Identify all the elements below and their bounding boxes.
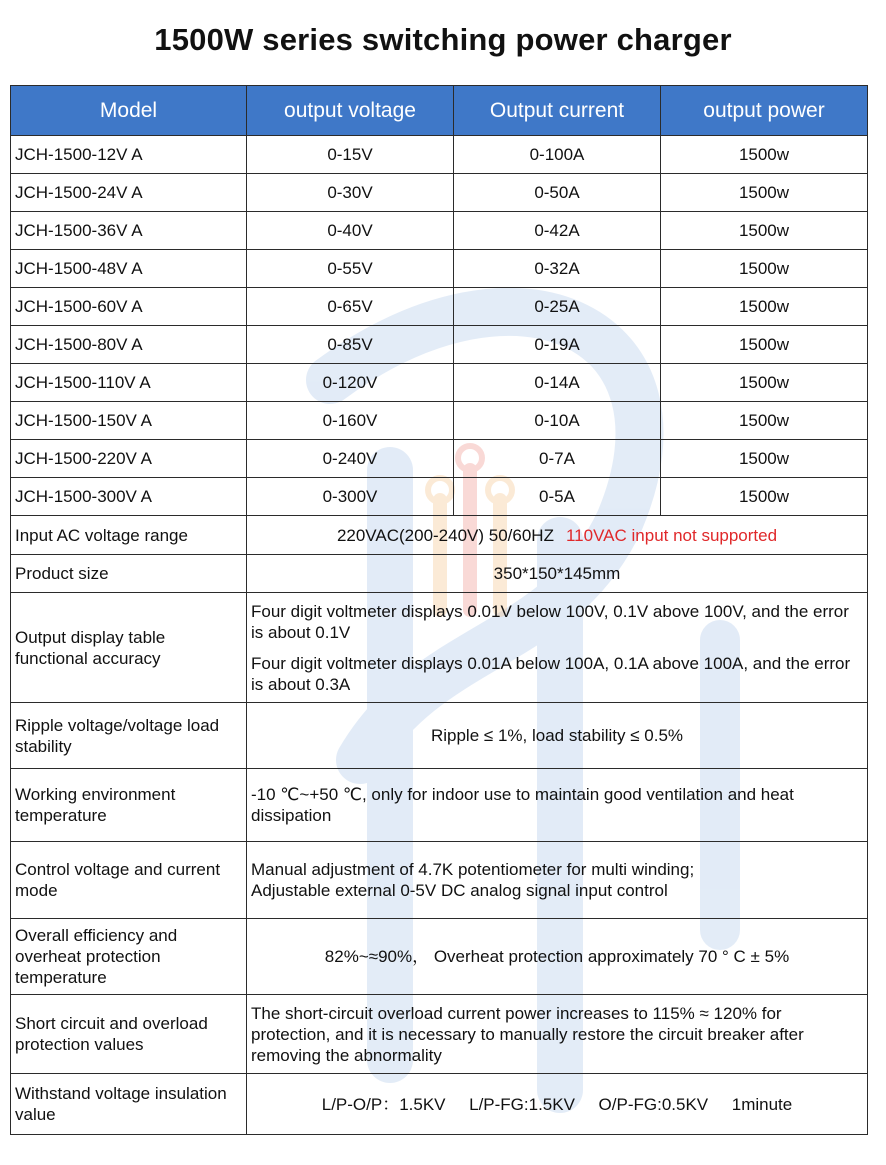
spec-row-ripple — [11, 703, 868, 769]
spec-row-display — [11, 593, 868, 703]
display-current-text: Four digit voltmeter displays 0.01A below 100A, 0.1A above 100A, and the error is about 0.3A — [251, 653, 851, 694]
model-cell: JCH-1500-220V A — [11, 440, 247, 478]
current-cell: 0-5A — [454, 478, 661, 516]
power-cell: 1500w — [661, 364, 868, 402]
table-row — [11, 364, 868, 402]
model-cell: JCH-1500-48V A — [11, 250, 247, 288]
header-output-voltage: output voltage — [247, 86, 454, 136]
voltage-cell: 0-15V — [247, 136, 454, 174]
spec-value: 82%~≈90%， Overheat protection approximately 70 ° C ± 5% — [247, 919, 868, 995]
spec-row-withstand — [11, 1074, 868, 1135]
voltage-cell: 0-300V — [247, 478, 454, 516]
table-row — [11, 326, 868, 364]
spec-label: Short circuit and overload protection values — [11, 995, 247, 1074]
power-cell: 1500w — [661, 174, 868, 212]
input-voltage-text: 220VAC(200-240V) 50/60HZ — [336, 525, 554, 545]
spec-row-short-circuit — [11, 995, 868, 1074]
table-row — [11, 136, 868, 174]
spec-label: Working environment temperature — [11, 769, 247, 842]
model-cell: JCH-1500-300V A — [11, 478, 247, 516]
spec-value — [247, 516, 868, 555]
table-row — [11, 402, 868, 440]
power-cell: 1500w — [661, 288, 868, 326]
header-output-power: output power — [661, 86, 868, 136]
power-cell: 1500w — [661, 478, 868, 516]
spec-value: The short-circuit overload current power increases to 115% ≈ 120% for protection, and it is necessary to manually restore the circuit breaker after removing the abnormality — [247, 995, 868, 1074]
current-cell: 0-7A — [454, 440, 661, 478]
spec-row-input — [11, 516, 868, 555]
spec-label: Input AC voltage range — [11, 516, 247, 555]
table-row — [11, 478, 868, 516]
power-cell: 1500w — [661, 402, 868, 440]
spec-row-size — [11, 555, 868, 593]
table-row — [11, 440, 868, 478]
model-cell: JCH-1500-80V A — [11, 326, 247, 364]
spec-label: Overall efficiency and overheat protection temperature — [11, 919, 247, 995]
voltage-cell: 0-30V — [247, 174, 454, 212]
table-row — [11, 250, 868, 288]
current-cell: 0-100A — [454, 136, 661, 174]
voltage-cell: 0-65V — [247, 288, 454, 326]
voltage-cell: 0-55V — [247, 250, 454, 288]
control-external-text: Adjustable external 0-5V DC analog signal input control — [251, 881, 668, 900]
table-row — [11, 212, 868, 250]
voltage-cell: 0-160V — [247, 402, 454, 440]
model-cell: JCH-1500-110V A — [11, 364, 247, 402]
power-cell: 1500w — [661, 326, 868, 364]
model-cell: JCH-1500-60V A — [11, 288, 247, 326]
model-cell: JCH-1500-36V A — [11, 212, 247, 250]
model-cell: JCH-1500-24V A — [11, 174, 247, 212]
current-cell: 0-50A — [454, 174, 661, 212]
spec-value: Ripple ≤ 1%, load stability ≤ 0.5% — [247, 703, 868, 769]
spec-row-environment — [11, 769, 868, 842]
power-cell: 1500w — [661, 440, 868, 478]
model-cell: JCH-1500-12V A — [11, 136, 247, 174]
spec-label: Control voltage and current mode — [11, 842, 247, 919]
current-cell: 0-42A — [454, 212, 661, 250]
spec-value — [247, 842, 868, 919]
current-cell: 0-14A — [454, 364, 661, 402]
power-cell: 1500w — [661, 136, 868, 174]
current-cell: 0-32A — [454, 250, 661, 288]
control-manual-text: Manual adjustment of 4.7K potentiometer for multi winding; — [251, 860, 695, 879]
model-cell: JCH-1500-150V A — [11, 402, 247, 440]
spec-label: Product size — [11, 555, 247, 593]
table-row — [11, 288, 868, 326]
current-cell: 0-19A — [454, 326, 661, 364]
current-cell: 0-25A — [454, 288, 661, 326]
spec-label: Ripple voltage/voltage load stability — [11, 703, 247, 769]
page-title: 1500W series switching power charger — [154, 22, 732, 57]
spec-row-control — [11, 842, 868, 919]
spec-label: Output display table functional accuracy — [11, 593, 247, 703]
spec-value: L/P-O/P：1.5KV L/P-FG:1.5KV O/P-FG:0.5KV 1minute — [247, 1074, 868, 1135]
spec-label: Withstand voltage insulation value — [11, 1074, 247, 1135]
spec-value — [247, 593, 868, 703]
spec-table — [10, 85, 868, 1135]
voltage-cell: 0-40V — [247, 212, 454, 250]
header-output-current: Output current — [454, 86, 661, 136]
voltage-cell: 0-85V — [247, 326, 454, 364]
current-cell: 0-10A — [454, 402, 661, 440]
voltage-cell: 0-120V — [247, 364, 454, 402]
table-row — [11, 174, 868, 212]
header-model: Model — [11, 86, 247, 136]
spec-value: 350*150*145mm — [247, 555, 868, 593]
input-warning-text: 110VAC input not supported — [565, 525, 778, 545]
voltage-cell: 0-240V — [247, 440, 454, 478]
power-cell: 1500w — [661, 250, 868, 288]
spec-value: -10 ℃~+50 ℃, only for indoor use to maintain good ventilation and heat dissipation — [247, 769, 868, 842]
spec-row-efficiency — [11, 919, 868, 995]
header-row — [11, 86, 868, 136]
display-voltage-text: Four digit voltmeter displays 0.01V below 100V, 0.1V above 100V, and the error is about 0.1V — [251, 601, 849, 642]
power-cell: 1500w — [661, 212, 868, 250]
